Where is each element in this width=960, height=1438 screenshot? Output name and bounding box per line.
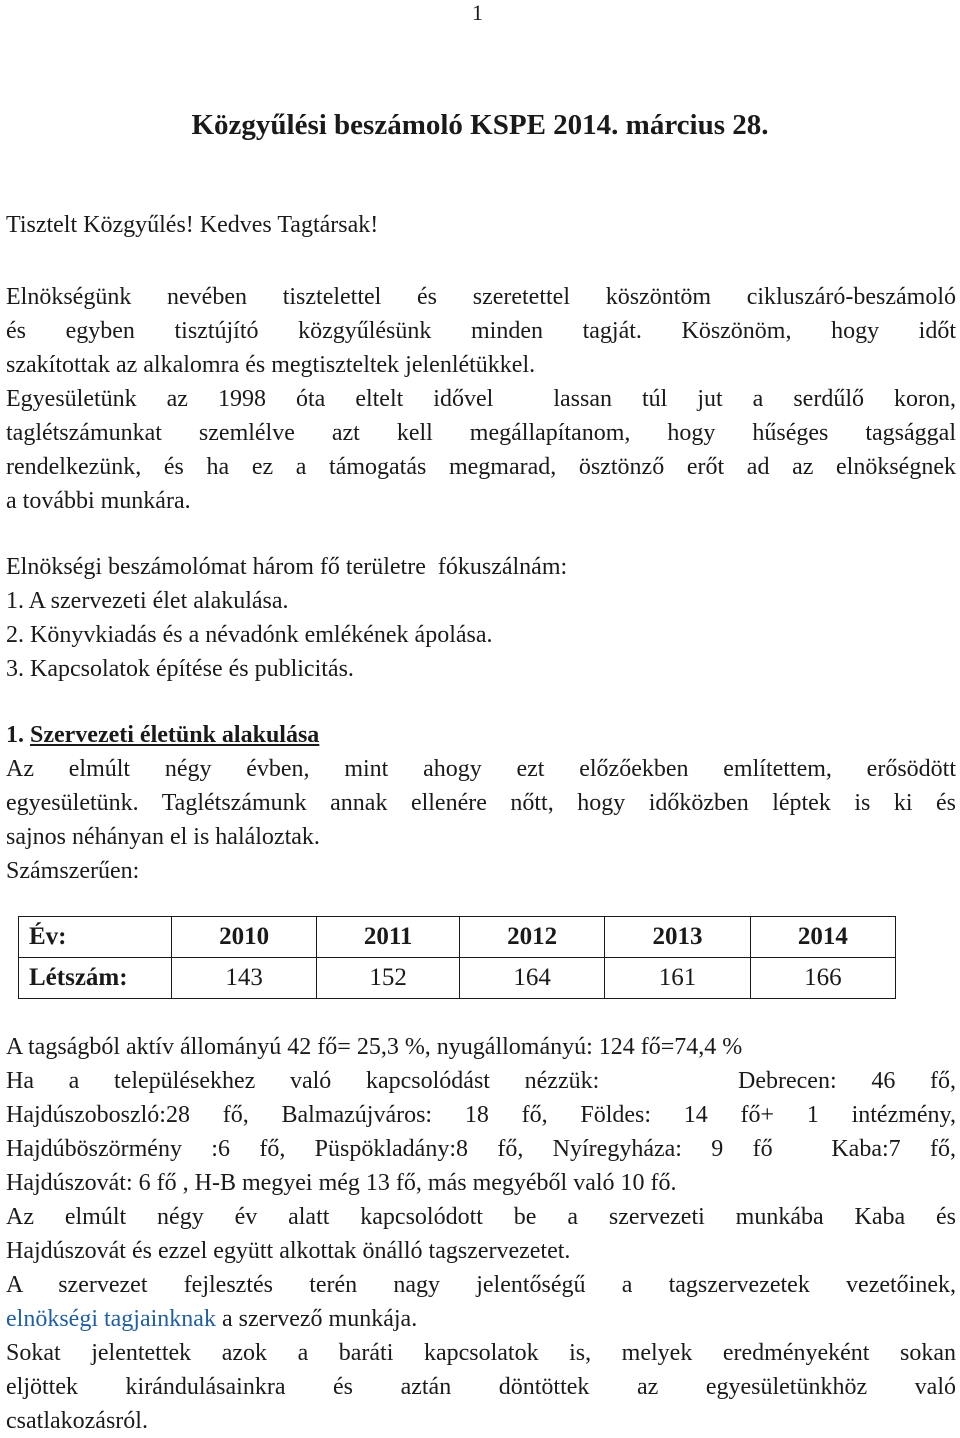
document-title: Közgyűlési beszámoló KSPE 2014. március 28. (191, 109, 769, 141)
year-label: Év: (19, 917, 172, 958)
section1-line: egyesületünk. Taglétszámunk annak ellenére nőtt, hogy időközben léptek is ki és (6, 790, 956, 816)
greeting: Tisztelt Közgyűlés! Kedves Tagtársak! (6, 212, 379, 238)
intro-paragraph (6, 280, 956, 518)
kaba-line: Hajdúszovát és ezzel együtt alkottak önálló tagszervezetet. (6, 1238, 571, 1264)
board-members-link[interactable]: elnökségi tagjainknak (6, 1306, 216, 1332)
section1-heading (6, 718, 956, 752)
focus-section (6, 550, 956, 686)
focus-intro: Elnökségi beszámolómat három fő területre fókuszálnám: (6, 554, 568, 580)
section1-line: Az elmúlt négy évben, mint ahogy ezt előzőekben említettem, erősödött (6, 756, 956, 782)
count-label: Létszám: (19, 958, 172, 999)
numerically-label: Számszerűen: (6, 858, 140, 884)
year-cell: 2012 (459, 917, 604, 958)
year-cell: 2010 (172, 917, 317, 958)
para2-line: taglétszámunkat szemlélve azt kell megállapítanom, hogy hűséges tagsággal (6, 420, 956, 446)
stats-line: Hajdúszovát: 6 fő , H-B megyei még 13 fő, más megyéből való 10 fő. (6, 1170, 677, 1196)
dev-line: A szervezet fejlesztés terén nagy jelentőségű a tagszervezetek vezetőinek, (6, 1272, 956, 1298)
count-cell: 143 (172, 958, 317, 999)
page-number: 1 (472, 0, 483, 25)
table-row (19, 958, 896, 999)
section1 (6, 718, 956, 888)
count-cell: 161 (605, 958, 750, 999)
closing-line: csatlakozásról. (6, 1408, 148, 1434)
dev-line-rest: a szervező munkája. (215, 1306, 418, 1332)
focus-item: 3. Kapcsolatok építése és publicitás. (6, 656, 354, 682)
para2-line: rendelkezünk, és ha ez a támogatás megmarad, ösztönző erőt ad az elnökségnek (6, 454, 956, 480)
closing-line: eljöttek kirándulásainkra és aztán döntöttek az egyesületünkhöz való (6, 1374, 956, 1400)
stats-line: Ha a településekhez való kapcsolódást nézzük: Debrecen: 46 fő, (6, 1068, 956, 1094)
count-cell: 152 (317, 958, 460, 999)
section1-number: 1. (6, 722, 24, 748)
membership-table (18, 916, 896, 999)
intro-line: Elnökségünk nevében tisztelettel és szeretettel köszöntöm cikluszáró-beszámoló (6, 284, 956, 310)
para2-line: a további munkára. (6, 488, 191, 514)
stats-line: A tagságból aktív állományú 42 fő= 25,3 %, nyugállományú: 124 fő=74,4 % (6, 1034, 743, 1060)
stats-line: Hajdúböszörmény :6 fő, Püspökladány:8 fő, Nyíregyháza: 9 fő Kaba:7 fő, (6, 1136, 956, 1162)
count-cell: 164 (459, 958, 604, 999)
table-row (19, 917, 896, 958)
stats-paragraph (6, 1030, 956, 1438)
year-cell: 2014 (750, 917, 895, 958)
section1-line: sajnos néhányan el is haláloztak. (6, 824, 320, 850)
intro-line: szakítottak az alkalomra és megtiszteltek jelenlétükkel. (6, 352, 536, 378)
para2-line: Egyesületünk az 1998 óta eltelt idővel lassan túl jut a serdűlő koron, (6, 386, 956, 412)
focus-item: 2. Könyvkiadás és a névadónk emlékének ápolása. (6, 622, 493, 648)
focus-item: 1. A szervezeti élet alakulása. (6, 588, 289, 614)
count-cell: 166 (750, 958, 895, 999)
closing-line: Sokat jelentettek azok a baráti kapcsolatok is, melyek eredményeként sokan (6, 1340, 956, 1366)
dev-line-2 (6, 1302, 956, 1336)
year-cell: 2011 (317, 917, 460, 958)
section1-title: Szervezeti életünk alakulása (30, 722, 320, 748)
stats-line: Hajdúszoboszló:28 fő, Balmazújváros: 18 fő, Földes: 14 fő+ 1 intézmény, (6, 1102, 956, 1128)
intro-line: és egyben tisztújító közgyűlésünk minden tagját. Köszönöm, hogy időt (6, 318, 956, 344)
year-cell: 2013 (605, 917, 750, 958)
kaba-line: Az elmúlt négy év alatt kapcsolódott be a szervezeti munkába Kaba és (6, 1204, 956, 1230)
